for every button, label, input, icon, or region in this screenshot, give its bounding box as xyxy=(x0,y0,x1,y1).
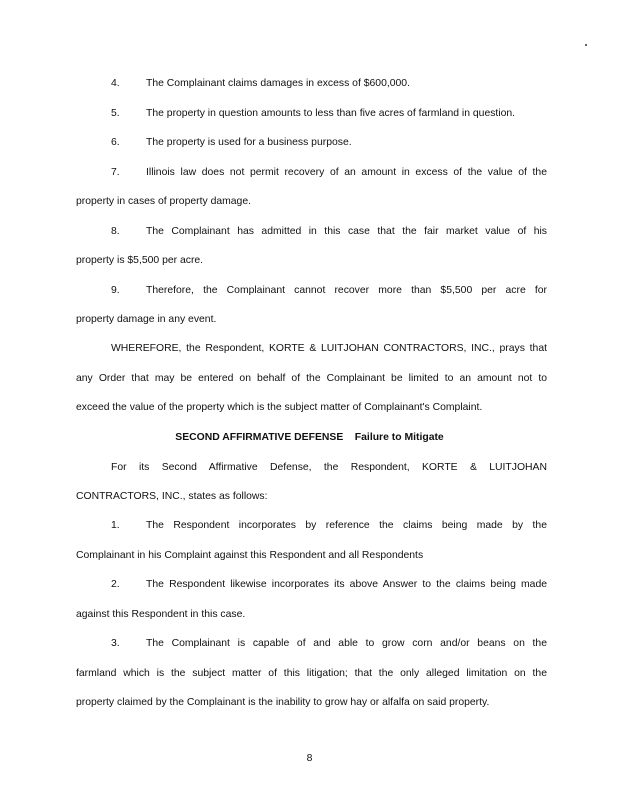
paragraph-number: 6. xyxy=(111,137,120,148)
page-speck xyxy=(585,44,587,46)
wherefore-text: any Order that may be entered on behalf of the Complainant be limited to an amount not to xyxy=(76,373,547,384)
paragraph-text: The Respondent incorporates by reference the claims being made by the xyxy=(146,520,547,531)
paragraph-text: property claimed by the Complainant is the inability to grow hay or alfalfa on said property. xyxy=(76,697,490,708)
paragraph-number: 2. xyxy=(111,579,120,590)
intro-text: CONTRACTORS, INC., states as follows: xyxy=(76,491,268,502)
paragraph-text: The Complainant claims damages in excess of $600,000. xyxy=(146,78,410,89)
paragraph-number: 5. xyxy=(111,108,120,119)
paragraph-number: 1. xyxy=(111,520,120,531)
paragraph-text: property is $5,500 per acre. xyxy=(76,255,204,266)
paragraph-number: 9. xyxy=(111,285,120,296)
section-heading: SECOND AFFIRMATIVE DEFENSE Failure to Mitigate xyxy=(175,432,444,443)
page-number: 8 xyxy=(306,753,313,764)
wherefore-text: exceed the value of the property which is the subject matter of Complainant's Complaint. xyxy=(76,402,483,413)
paragraph-text: The property in question amounts to less than five acres of farmland in question. xyxy=(146,108,516,119)
paragraph-text: The Respondent likewise incorporates its above Answer to the claims being made xyxy=(146,579,547,590)
wherefore-text: WHEREFORE, the Respondent, KORTE & LUITJOHAN CONTRACTORS, INC., prays that xyxy=(111,343,547,354)
paragraph-text: property damage in any event. xyxy=(76,314,217,325)
paragraph-text: The Complainant has admitted in this case that the fair market value of his xyxy=(146,226,547,237)
paragraph-number: 4. xyxy=(111,78,120,89)
paragraph-text: The Complainant is capable of and able to grow corn and/or beans on the xyxy=(146,638,547,649)
paragraph-text: farmland which is the subject matter of this litigation; that the only alleged limitation on the xyxy=(76,668,547,679)
paragraph-text: Therefore, the Complainant cannot recover more than $5,500 per acre for xyxy=(146,285,547,296)
paragraph-text: against this Respondent in this case. xyxy=(76,609,246,620)
paragraph-number: 3. xyxy=(111,638,120,649)
paragraph-text: Illinois law does not permit recovery of an amount in excess of the value of the xyxy=(146,167,547,178)
paragraph-text: The property is used for a business purpose. xyxy=(146,137,352,148)
paragraph-text: Complainant in his Complaint against this Respondent and all Respondents xyxy=(76,550,424,561)
intro-text: For its Second Affirmative Defense, the Respondent, KORTE & LUITJOHAN xyxy=(111,462,547,473)
paragraph-number: 7. xyxy=(111,167,120,178)
paragraph-text: property in cases of property damage. xyxy=(76,196,252,207)
paragraph-number: 8. xyxy=(111,226,120,237)
